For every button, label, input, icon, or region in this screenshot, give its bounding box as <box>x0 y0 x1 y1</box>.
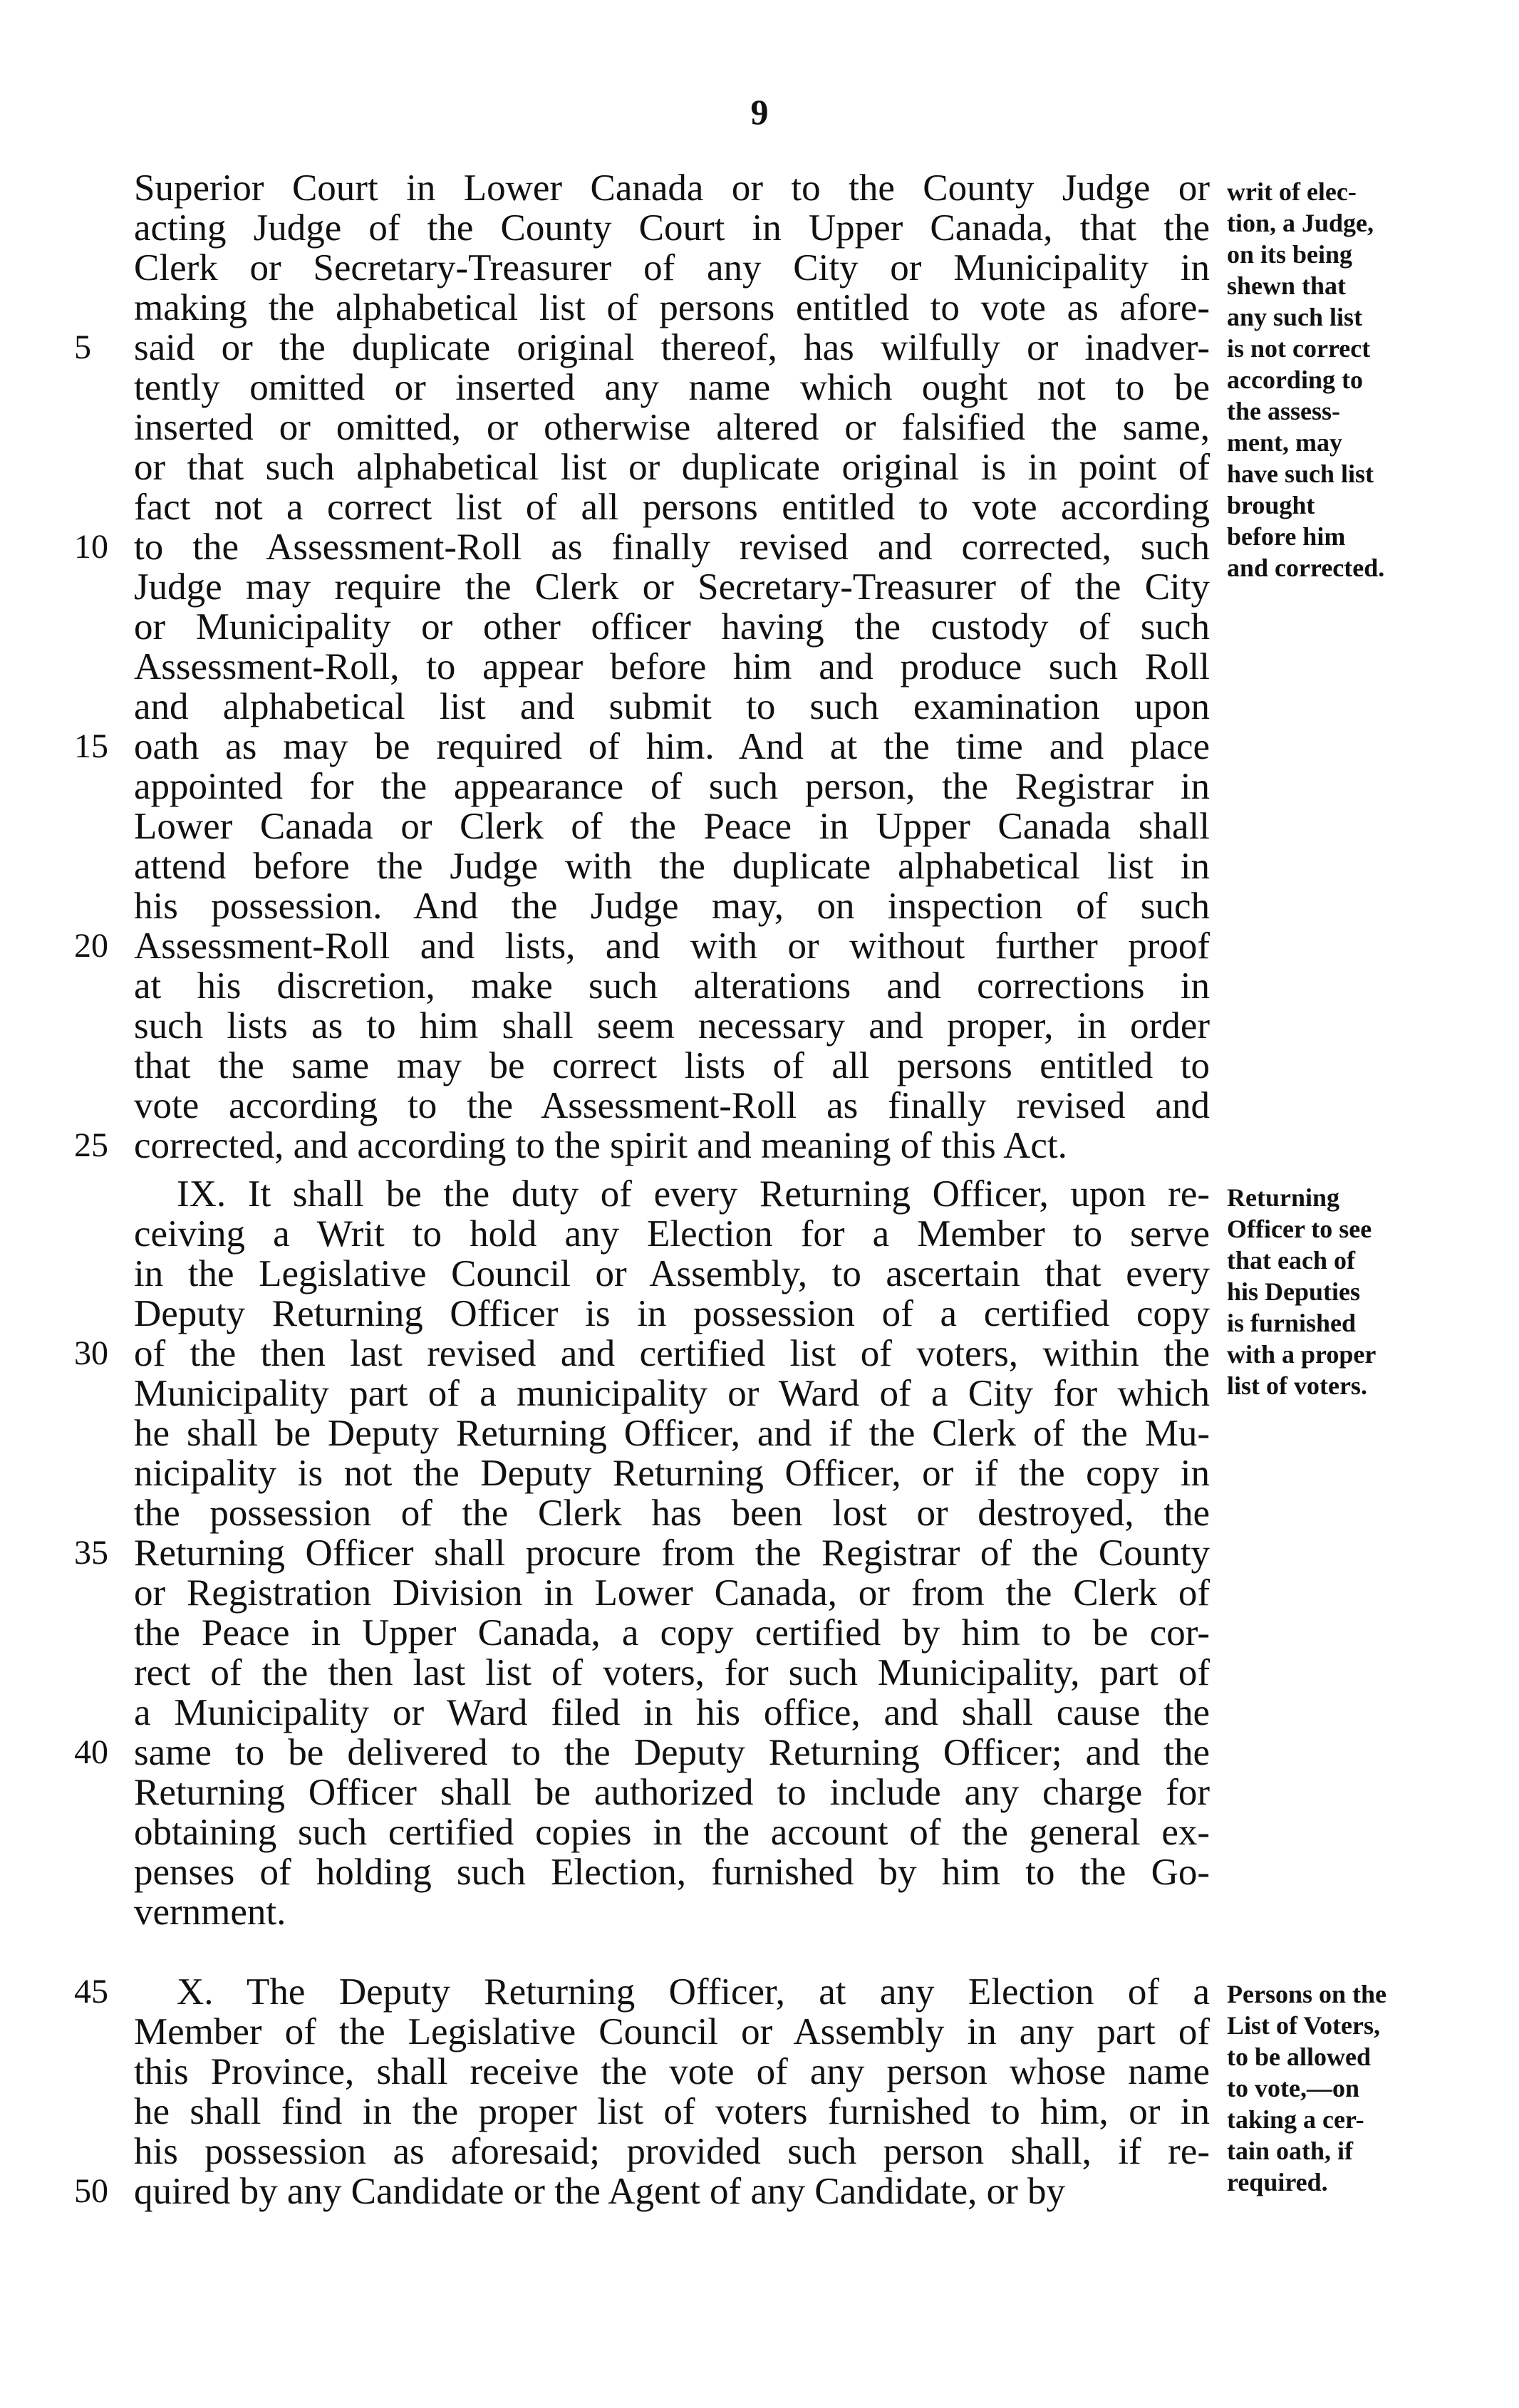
margin-note-line: List of Voters, <box>1227 2011 1380 2040</box>
text-line: Municipality part of a municipality or Ward of a City for which <box>134 1373 1210 1414</box>
text-line: Member of the Legislative Council or Assembly in any part of <box>134 2011 1210 2052</box>
margin-note-line: any such list <box>1227 303 1363 331</box>
text-line: Deputy Returning Officer is in possession of a certified copy <box>134 1293 1210 1334</box>
text-line: the possession of the Clerk has been lost or destroyed, the <box>134 1493 1210 1534</box>
line-number: 35 <box>74 1534 108 1572</box>
text-line: corrected, and according to the spirit and meaning of this Act. <box>134 1125 1067 1166</box>
line-number: 20 <box>74 927 108 965</box>
text-line: penses of holding such Election, furnished by him to the Go- <box>134 1852 1210 1893</box>
line-number: 50 <box>74 2172 108 2210</box>
text-line: Superior Court in Lower Canada or to the County Judge or <box>134 167 1210 209</box>
text-line: or Municipality or other officer having the custody of such <box>134 606 1210 648</box>
margin-note-line: to be allowed <box>1227 2043 1371 2071</box>
text-line: oath as may be required of him. And at the time and place <box>134 726 1210 767</box>
text-line: IX. It shall be the duty of every Returning Officer, upon re- <box>177 1173 1210 1215</box>
text-line: ceiving a Writ to hold any Election for a Member to serve <box>134 1213 1210 1255</box>
line-number: 15 <box>74 727 108 765</box>
text-line: quired by any Candidate or the Agent of any Candidate, or by <box>134 2171 1065 2212</box>
margin-note-line: taking a cer- <box>1227 2105 1364 2134</box>
text-line: at his discretion, make such alterations and corrections in <box>134 965 1210 1007</box>
text-line: and alphabetical list and submit to such examination upon <box>134 686 1210 727</box>
text-line: this Province, shall receive the vote of any person whose name <box>134 2051 1210 2092</box>
text-line: same to be delivered to the Deputy Returning Officer; and the <box>134 1732 1210 1773</box>
text-line: Clerk or Secretary-Treasurer of any City or Municipality in <box>134 247 1210 289</box>
text-line: the Peace in Upper Canada, a copy certified by him to be cor- <box>134 1612 1210 1654</box>
text-line: a Municipality or Ward filed in his office, and shall cause the <box>134 1692 1210 1733</box>
text-line: Assessment-Roll, to appear before him and produce such Roll <box>134 646 1210 687</box>
margin-note-line: ment, may <box>1227 428 1342 457</box>
margin-note-line: tain oath, if <box>1227 2137 1354 2165</box>
line-number: 45 <box>74 1973 108 2010</box>
text-line: appointed for the appearance of such person, the Registrar in <box>134 766 1210 807</box>
margin-note-line: with a proper <box>1227 1340 1377 1369</box>
text-line: or that such alphabetical list or duplicate original is in point of <box>134 447 1210 488</box>
text-line: fact not a correct list of all persons entitled to vote according <box>134 487 1210 528</box>
line-number: 40 <box>74 1733 108 1771</box>
text-line: obtaining such certified copies in the account of the general ex- <box>134 1812 1210 1853</box>
text-line: nicipality is not the Deputy Returning Officer, or if the copy in <box>134 1453 1210 1494</box>
margin-note-line: have such list <box>1227 460 1374 488</box>
margin-note-line: to vote,—on <box>1227 2074 1359 2102</box>
margin-note-line: that each of <box>1227 1246 1355 1275</box>
line-number: 10 <box>74 528 108 566</box>
margin-note-line: brought <box>1227 491 1315 519</box>
line-number: 30 <box>74 1334 108 1372</box>
text-line: Assessment-Roll and lists, and with or without further proof <box>134 925 1210 967</box>
line-number: 5 <box>74 328 91 366</box>
text-line: to the Assessment-Roll as finally revised and corrected, such <box>134 526 1210 568</box>
margin-note-line: before him <box>1227 522 1346 551</box>
margin-note-line: tion, a Judge, <box>1227 209 1374 237</box>
text-line: Lower Canada or Clerk of the Peace in Upper Canada shall <box>134 806 1210 847</box>
text-line: Returning Officer shall be authorized to include any charge for <box>134 1772 1210 1813</box>
text-line: vote according to the Assessment-Roll as finally revised and <box>134 1085 1210 1126</box>
text-line: vernment. <box>134 1891 286 1933</box>
text-line: that the same may be correct lists of all persons entitled to <box>134 1045 1210 1086</box>
margin-note-line: Returning <box>1227 1183 1340 1212</box>
text-line: such lists as to him shall seem necessary and proper, in order <box>134 1005 1210 1047</box>
text-line: Returning Officer shall procure from the Registrar of the County <box>134 1532 1210 1574</box>
margin-note-line: is furnished <box>1227 1309 1357 1337</box>
text-line: tently omitted or inserted any name which ought not to be <box>134 367 1210 408</box>
text-line: said or the duplicate original thereof, has wilfully or inadver- <box>134 327 1210 368</box>
text-line: attend before the Judge with the duplicate alphabetical list in <box>134 846 1210 887</box>
margin-note-line: the assess- <box>1227 397 1340 425</box>
text-line: he shall find in the proper list of voters furnished to him, or in <box>134 2091 1210 2132</box>
margin-note-line: shewn that <box>1227 271 1347 300</box>
text-line: his possession as aforesaid; provided such person shall, if re- <box>134 2131 1210 2172</box>
page-number: 9 <box>750 92 769 132</box>
margin-note-line: Officer to see <box>1227 1215 1372 1243</box>
text-line: making the alphabetical list of persons entitled to vote as afore- <box>134 287 1210 328</box>
text-line: acting Judge of the County Court in Upper Canada, that the <box>134 207 1210 249</box>
text-line: of the then last revised and certified list of voters, within the <box>134 1333 1210 1374</box>
margin-note-line: writ of elec- <box>1227 177 1357 206</box>
margin-note-line: is not correct <box>1227 334 1371 363</box>
text-line: inserted or omitted, or otherwise altered or falsified the same, <box>134 407 1210 448</box>
text-line: his possession. And the Judge may, on inspection of such <box>134 886 1210 927</box>
margin-note-line: required. <box>1227 2168 1328 2196</box>
text-line: rect of the then last list of voters, for such Municipality, part of <box>134 1652 1210 1693</box>
margin-note-line: and corrected. <box>1227 554 1385 582</box>
margin-note-line: his Deputies <box>1227 1277 1361 1306</box>
text-line: in the Legislative Council or Assembly, to ascertain that every <box>134 1253 1210 1294</box>
margin-note-line: Persons on the <box>1227 1980 1386 2008</box>
margin-note-line: on its being <box>1227 240 1353 269</box>
text-line: X. The Deputy Returning Officer, at any Election of a <box>177 1971 1210 2013</box>
text-line: Judge may require the Clerk or Secretary-Treasurer of the City <box>134 566 1210 608</box>
margin-note-line: list of voters. <box>1227 1371 1367 1400</box>
text-line: he shall be Deputy Returning Officer, and if the Clerk of the Mu- <box>134 1413 1210 1454</box>
text-line: or Registration Division in Lower Canada, or from the Clerk of <box>134 1572 1210 1614</box>
margin-note-line: according to <box>1227 365 1363 394</box>
line-number: 25 <box>74 1126 108 1164</box>
